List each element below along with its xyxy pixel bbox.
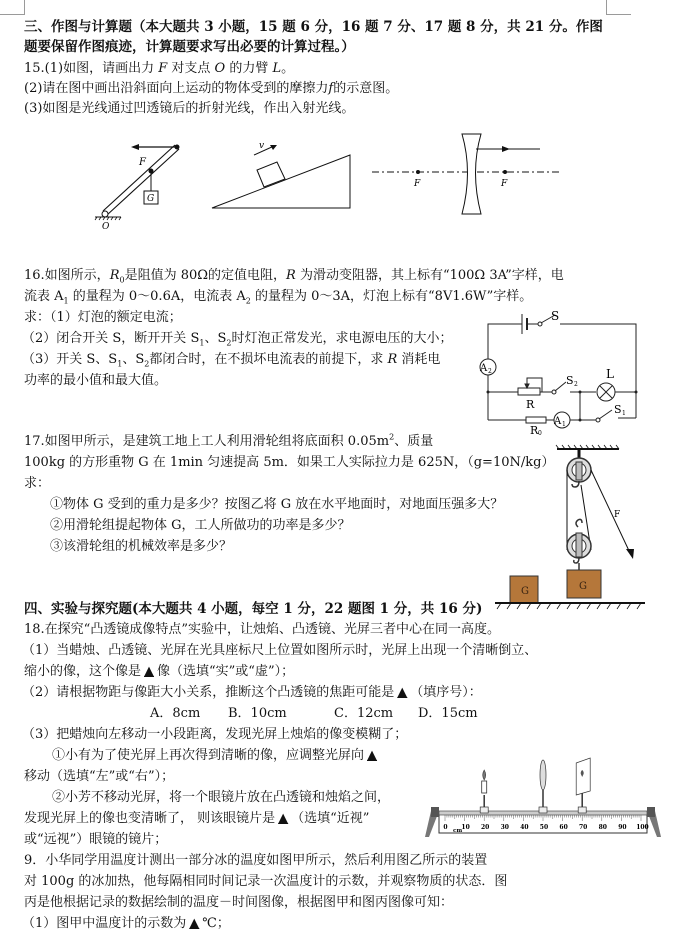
q18-line2: （1）当蜡烛、凸透镜、光屏在光具座标尺上位置如图所示时，光屏上出现一个清晰倒立、 (22, 643, 538, 658)
text: 为滑动变阻器，其上标有“100Ω 3A”字样，电 (295, 268, 564, 283)
ruler-tick-label: 50 (539, 824, 549, 831)
ruler-tick-label: 90 (618, 824, 627, 831)
focus-label-left: F (414, 179, 421, 189)
concave-lens-figure (370, 130, 560, 225)
switch-S2-label: S (566, 374, 574, 387)
q15-line3: (3)如图是光线通过凹透镜后的折射光线，作出入射光线。 (24, 101, 355, 116)
lens-glass (540, 760, 546, 790)
text: （2）闭合开关 S，断开开关 S (22, 331, 200, 346)
q18-line4 (22, 684, 482, 702)
text: 的量程为 0～0.6A，电流表 A (68, 289, 246, 304)
candle-flame (483, 770, 486, 780)
q17-line2: 100kg 的方形重物 G 在 1min 匀速提高 5m．如果工人实际拉力是 625N，（g=10N/kg） (24, 455, 555, 470)
pulley-figure (495, 445, 655, 610)
text: 是阻值为 80Ω的定值电阻， (124, 268, 287, 283)
switch-S1-blade (599, 410, 612, 419)
section3-heading-line2: 题要保留作图痕迹，计算题要求写出必要的计算过程。） (24, 39, 355, 55)
junction-dot (635, 391, 638, 394)
q19-line3: 丙是他根据记录的数据绘制的温度－时间图像，根据图甲和图丙图像可知： (24, 895, 454, 910)
resistor-R0-label: R (530, 424, 539, 437)
rope-pull (591, 470, 631, 555)
subscript: 1 (199, 338, 205, 348)
answer-blank[interactable]: ▲ (278, 811, 289, 826)
q18-line7: 移动（选填“左”或“右”）； (24, 769, 175, 784)
subscript: 0 (538, 430, 542, 437)
subscript: 0 (119, 275, 125, 285)
q15-line1 (24, 60, 294, 78)
text: 都闭合时，在不损坏电流表的前提下，求 (149, 352, 388, 367)
ruler-tick-label: 80 (598, 824, 607, 831)
focus-label-right: F (501, 179, 508, 189)
wire-top-left (488, 324, 522, 360)
velocity-label: v (259, 141, 265, 151)
q18-option-a: A．8cm (150, 706, 201, 721)
var-R0: R (109, 268, 120, 283)
ruler-tick-label: 40 (520, 824, 529, 831)
subscript: 1 (117, 359, 123, 369)
q17-line1 (24, 433, 433, 451)
force-arrowhead (131, 144, 139, 150)
text: ℃； (202, 916, 230, 931)
switch-S-label: S (551, 309, 560, 323)
q16-line5 (22, 351, 440, 369)
ruler-tick-label: 70 (579, 824, 588, 831)
q16-line1 (24, 267, 564, 285)
switch-S2-blade (555, 382, 566, 391)
candle-body (482, 781, 487, 793)
ruler-tick-label: 0 (443, 824, 448, 831)
q17-item1: ①物体 G 受到的重力是多少？按图乙将 G 放在水平地面时，对地面压强多大？ (50, 497, 504, 512)
ruler-tick-label: 30 (500, 824, 509, 831)
lever-figure (95, 135, 185, 230)
lamp-L-label: L (606, 367, 614, 381)
q16-line6: 功率的最小值和最大值。 (24, 373, 168, 388)
answer-blank[interactable]: ▲ (397, 685, 408, 700)
weight-label: G (521, 586, 529, 597)
text: 、S (204, 331, 227, 346)
q19-line1: 9．小华同学用温度计测出一部分冰的温度如图甲所示，然后利用图乙所示的装置 (24, 853, 488, 868)
q18-line10: 或“远视”）眼镜的镜片； (24, 832, 168, 847)
lower-upper-hook (576, 519, 582, 527)
text: （填序号）： (410, 685, 482, 700)
junction-dot (579, 391, 582, 394)
convex-lens (539, 760, 547, 813)
force-point (175, 145, 180, 150)
subscript: 2 (144, 359, 150, 369)
q18-option-b: B．10cm (228, 706, 287, 721)
rheostat-R (518, 388, 540, 395)
ammeter-A2-label: A (480, 363, 488, 374)
q19-line2: 对 100g 的冰加热，他每隔相同时间记录一次温度计的示数，并观察物质的状态．图 (24, 874, 508, 889)
text: 、质量 (394, 434, 434, 449)
answer-blank[interactable]: ▲ (144, 664, 155, 679)
text: ①小有为了使光屏上再次得到清晰的像，应调整光屏向 (52, 748, 365, 763)
q18-line1: 18.在探究“凸透镜成像特点”实验中，让烛焰、凸透镜、光屏三者中心在同一高度。 (24, 622, 500, 637)
var-O: O (214, 61, 226, 76)
q19-line4 (22, 915, 230, 933)
q16-line3: 求：（1）灯泡的额定电流； (24, 310, 182, 325)
pivot (102, 211, 108, 217)
lens-holder (539, 807, 547, 813)
page-corner-mark-left (0, 0, 25, 15)
circuit-diagram (470, 309, 650, 437)
q18-option-c: C．12cm (334, 706, 394, 721)
q18-line8: ②小芳不移动光屏，将一个眼镜片放在凸透镜和烛焰之间， (52, 790, 391, 805)
subscript: 2 (574, 381, 578, 388)
concave-lens (462, 134, 481, 214)
q16-line4 (22, 330, 452, 348)
junction-dot (579, 419, 582, 422)
resistor-R0 (526, 417, 546, 423)
q17-item2: ②用滑轮组提起物体 G，工人所做功的功率是多少？ (50, 518, 351, 533)
answer-blank[interactable]: ▲ (189, 916, 200, 931)
q16-line2 (24, 288, 532, 306)
text: 17.如图甲所示，是建筑工地上工人利用滑轮组将底面积 0.05m (24, 434, 390, 449)
ruler-tick-label: 20 (481, 824, 490, 831)
candle (480, 770, 488, 813)
focus-point-left (416, 170, 420, 174)
force-label: F (139, 157, 146, 168)
subscript: 2 (226, 338, 232, 348)
bench-end-right (647, 807, 655, 817)
ammeter-A1-label: A (554, 416, 562, 427)
text: 消耗电 (397, 352, 441, 367)
text: （2）请根据物距与像距大小关系，推断这个凸透镜的焦距可能是 (22, 685, 395, 700)
text: 像（选填“实”或“虚”）； (157, 664, 295, 679)
focus-point-right (503, 170, 507, 174)
q15-line2 (24, 80, 398, 98)
text: 发现光屏上的像也变清晰了， 则该眼镜片是 (24, 811, 276, 826)
text: 。 (281, 61, 295, 76)
subscript: 2 (488, 368, 492, 375)
pivot-label: O (102, 222, 110, 232)
q17-item3: ③该滑轮组的机械效率是多少？ (50, 539, 233, 554)
var-f: f (328, 81, 334, 96)
var-R: R (286, 268, 296, 283)
section4-heading: 四、实验与探究题(本大题共 4 小题，每空 1 分，22 题图 1 分，共 16 分) (24, 601, 483, 617)
text: 的量程为 0～3A，灯泡上标有“8V1.6W”字样。 (250, 289, 533, 304)
incline-figure (210, 135, 360, 215)
text: 流表 A (24, 289, 64, 304)
text: 对支点 (167, 61, 215, 76)
light-screen (576, 758, 590, 813)
subscript: 2 (245, 296, 251, 306)
subscript: 1 (622, 410, 626, 417)
screen-panel (576, 758, 590, 795)
subscript: 1 (63, 296, 69, 306)
rheostat-slider-arrow (525, 384, 529, 388)
lever-bar-edge (103, 145, 175, 211)
pull-arrowhead (626, 549, 634, 559)
superscript: 2 (389, 432, 395, 442)
q18-option-d: D．15cm (418, 706, 478, 721)
text: 的力臂 (225, 61, 273, 76)
optical-bench-figure (425, 755, 661, 840)
q18-line6 (52, 747, 380, 765)
q18-line5: （3）把蜡烛向左移动一小段距离，发现光屏上烛焰的像变模糊了； (22, 727, 408, 742)
text: （1）图甲中温度计的示数为 (22, 916, 187, 931)
text: 15.(1)如图，请画出力 (24, 61, 159, 76)
text: (2)请在图中画出沿斜面向上运动的物体受到的摩擦力 (24, 81, 329, 96)
q18-line9 (24, 810, 369, 828)
incline (212, 155, 350, 208)
text: 、S (122, 352, 145, 367)
text: 缩小的像，这个像是 (24, 664, 142, 679)
answer-blank[interactable]: ▲ (367, 748, 378, 763)
weight-label: G (579, 581, 587, 592)
text: （选填“近视” (291, 811, 370, 826)
q17-line3: 求： (24, 476, 51, 491)
ruler-tick-label: 10 (461, 824, 470, 831)
ray-arrowhead (502, 146, 510, 152)
rheostat-R-label: R (526, 398, 535, 411)
ruler-tick-label: 100 (636, 824, 649, 831)
force-label: F (614, 510, 621, 520)
text: （3）开关 S、S (22, 352, 118, 367)
weight-label: G (147, 194, 155, 204)
fixed-pulley-frame (576, 462, 582, 480)
section3-heading-line1: 三、作图与计算题（本大题共 3 小题，15 题 6 分，16 题 7 分、17 题 8 分，共 21 分。作图 (24, 19, 603, 35)
candle-holder (480, 807, 488, 813)
bench-end-left (431, 807, 439, 817)
page-corner-mark-right (606, 0, 631, 15)
movable-pulley-frame (576, 533, 582, 557)
ruler-tick-label: 60 (559, 824, 568, 831)
switch-S1-label: S (614, 403, 622, 416)
junction-dot (487, 391, 490, 394)
subscript: 1 (562, 421, 566, 428)
text: 16.如图所示， (24, 268, 110, 283)
wire-top-right (560, 324, 636, 418)
var-L: L (272, 61, 282, 76)
text: 的示意图。 (333, 81, 399, 96)
screen-holder (578, 807, 586, 813)
var-R: R (387, 352, 398, 367)
text: 时灯泡正常发光，求电源电压的大小； (231, 331, 453, 346)
var-F: F (158, 61, 168, 76)
q18-line3 (24, 663, 294, 681)
ruler-unit: cm (453, 828, 463, 834)
